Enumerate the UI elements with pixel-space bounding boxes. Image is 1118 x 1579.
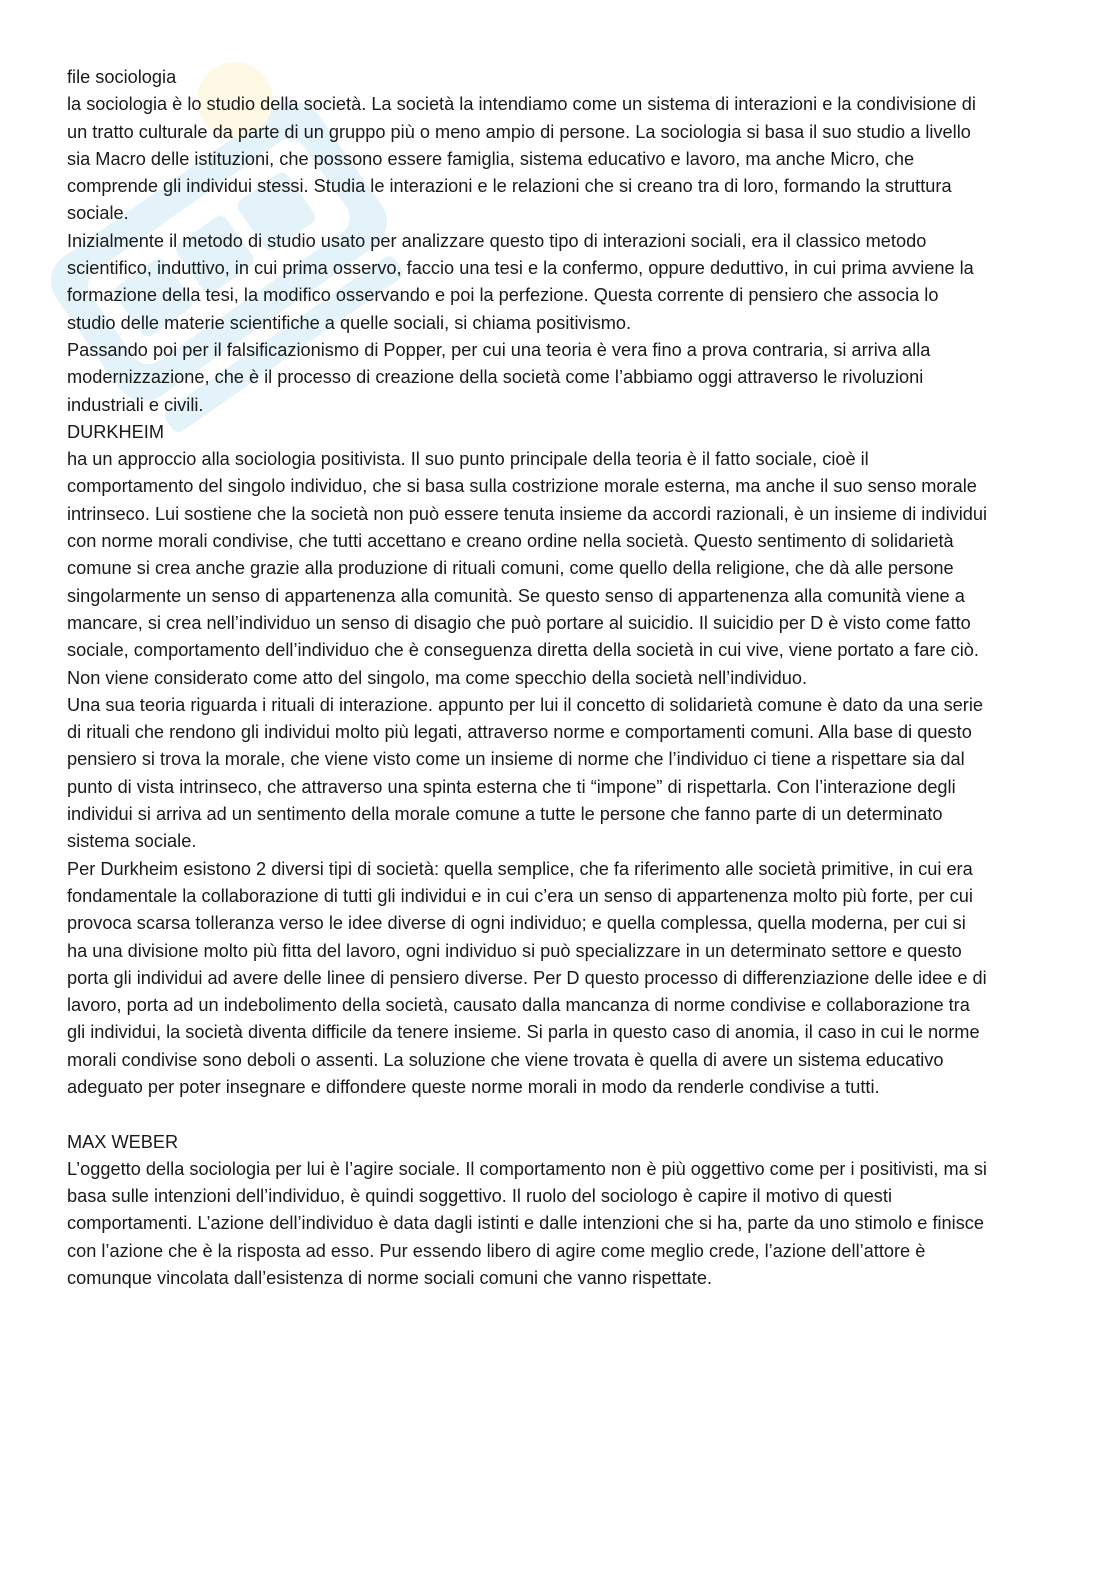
blank-line [67, 1101, 987, 1128]
durkheim-paragraph-1: ha un approccio alla sociologia positivista. Il suo punto principale della teoria è il fatto sociale, cioè il comportamento del singolo individuo, che si basa sulla costrizione morale esterna, ma anche il suo senso morale intrinseco. Lui sostiene che la società non può essere tenuta insieme da accordi razionali, è un insieme di individui con norme morali condivise, che tutti accettano e creano ordine nella società. Questo sentimento di solidarietà comune si crea anche grazie alla produzione di rituali comuni, come quello della religione, che dà alle persone singolarmente un senso di appartenenza alla comunità. Se questo senso di appartenenza alla comunità viene a mancare, si crea nell’individuo un senso di disagio che può portare al suicidio. Il suicidio per D è visto come fatto sociale, comportamento dell’individuo che è conseguenza diretta della società in cui vive, viene portato a fare ciò. Non viene considerato come atto del singolo, ma come specchio della società nell’individuo. [67, 449, 988, 688]
popper-paragraph: Passando poi per il falsificazionismo di Popper, per cui una teoria è vera fino a prova contraria, si arriva alla modernizzazione, che è il processo di creazione della società come l’abbiamo oggi attraverso le rivoluzioni industriali e civili. [67, 339, 931, 415]
method-paragraph: Inizialmente il metodo di studio usato per analizzare questo tipo di interazioni sociali, era il classico metodo scientifico, induttivo, in cui prima osservo, faccio una tesi e la confermo, oppure deduttivo, in cui prima avviene la formazione della tesi, la modifico osservando e poi la perfezione. Questa corrente di pensiero che associa lo studio delle materie scientifiche a quelle sociali, si chiama positivismo. [67, 230, 974, 333]
intro-paragraph: la sociologia è lo studio della società. La società la intendiamo come un sistema di interazioni e la condivisione di un tratto culturale da parte di un gruppo più o meno ampio di persone. La sociologia si basa il suo studio a livello sia Macro delle istituzioni, che possono essere famiglia, sistema educativo e lavoro, ma anche Micro, che comprende gli individui stessi. Studia le interazioni e le relazioni che si creano tra di loro, formando la struttura sociale. [67, 94, 976, 224]
durkheim-heading: DURKHEIM [67, 421, 165, 442]
weber-paragraph-1: L’oggetto della sociologia per lui è l’agire sociale. Il comportamento non è più oggettivo come per i positivisti, ma si basa sulle intenzioni dell’individuo, è quindi soggettivo. Il ruolo del sociologo è capire il motivo di questi comportamenti. L’azione dell’individuo è data dagli istinti e dalle intenzioni che si ha, parte da uno stimolo e finisce con l’azione che è la risposta ad esso. Pur essendo libero di agire come meglio crede, l’azione dell’attore è comunque vincolata dall’esistenza di norme sociali comuni che vanno rispettate. [67, 1158, 987, 1289]
durkheim-paragraph-2: Una sua teoria riguarda i rituali di interazione. appunto per lui il concetto di solidarietà comune è dato da una serie di rituali che rendono gli individui molto più legati, attraverso norme e comportamenti comuni. Alla base di questo pensiero si trova la morale, che viene visto come un insieme di norme che l’individuo ci tiene a rispettare sia dal punto di vista intrinseco, che attraverso una spinta esterna che ti “impone” di rispettarla. Con l’interazione degli individui si arriva ad un sentimento della morale comune a tutte le persone che fanno parte di un determinato sistema sociale. [67, 694, 983, 852]
durkheim-paragraph-3: Per Durkheim esistono 2 diversi tipi di società: quella semplice, che fa riferimento alle società primitive, in cui era fondamentale la collaborazione di tutti gli individui e in cui c’era un senso di appartenenza molto più forte, per cui provoca scarsa tolleranza verso le idee diverse di ogni individuo; e quella complessa, quella moderna, per cui si ha una divisione molto più fitta del lavoro, ogni individuo si può specializzare in un determinato settore e questo porta gli individui ad avere delle linee di pensiero diverse. Per D questo processo di differenziazione delle idee e di lavoro, porta ad un indebolimento della società, causato dalla mancanza di norme condivise e collaborazione tra gli individui, la società diventa difficile da tenere insieme. Si parla in questo caso di anomia, il caso in cui le norme morali condivise sono deboli o assenti. La soluzione che viene trovata è quella di avere un sistema educativo adeguato per poter insegnare e diffondere queste norme morali in modo da renderle condivise a tutti. [67, 858, 987, 1097]
document-body [67, 64, 987, 1292]
file-title: file sociologia [67, 67, 177, 87]
weber-heading: MAX WEBER [67, 1131, 179, 1152]
